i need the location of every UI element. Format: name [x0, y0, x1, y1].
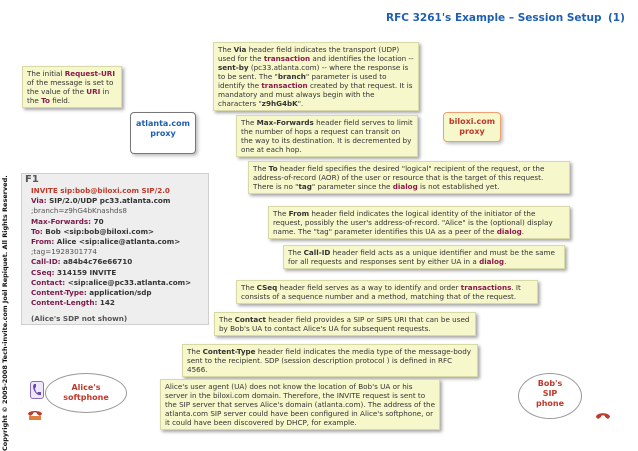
telephone-handset-icon	[30, 381, 44, 399]
header-line	[31, 217, 191, 227]
note-text: " parameter is used to identify the	[218, 72, 387, 90]
note-keyword: dialog	[392, 182, 418, 191]
note-text: (pc33.atlanta.com) -- where the response is to be sent. The "	[218, 63, 409, 81]
header-line	[31, 227, 191, 237]
header-name: From:	[31, 236, 55, 246]
header-line	[31, 206, 191, 216]
header-value: 314159 INVITE	[54, 267, 117, 277]
header-line	[31, 247, 191, 257]
note-text: header field serves to limit the number of hops a request can transit on the way to its destination. It is decremented by one at each hop.	[241, 118, 413, 154]
atlanta-proxy-line-2: proxy	[150, 129, 176, 138]
header-name: Call-ID:	[31, 257, 61, 267]
note-text: .	[521, 227, 525, 236]
note-keyword: To	[41, 96, 50, 105]
header-name: Content-Type:	[31, 287, 87, 297]
call-id-note	[283, 245, 565, 269]
contact-note	[214, 312, 476, 336]
note-keyword: transaction	[263, 54, 311, 63]
header-value: 70	[91, 216, 104, 226]
message-label: F1	[25, 174, 39, 185]
header-value: Alice <sip:alice@atlanta.com>	[54, 236, 181, 246]
header-value: ;tag=1928301774	[31, 247, 97, 257]
note-field-name: tag	[298, 182, 312, 191]
note-text: header field indicates the media type of the message-body sent to the recipient. SDP (session description protocol ) is defined in RFC 4566.	[187, 347, 472, 374]
biloxi-proxy-line-1: biloxi.com	[448, 117, 496, 126]
note-text: header field serves as a way to identify and order	[277, 283, 461, 292]
note-text: header field indicates the logical identity of the initiator of the request, possibly the user's address-of-record. "Alice" is the (optional) display name. The "tag" parameter identifies this UA as a peer of the	[273, 209, 553, 236]
ringing-phone-icon	[26, 408, 44, 422]
note-field-name: branch	[277, 72, 306, 81]
bob-phone-line-1: Bob's	[537, 379, 563, 388]
sip-message	[31, 186, 191, 324]
via-note	[213, 42, 419, 111]
note-text: of the message is set to the value of the	[27, 78, 114, 96]
note-keyword: transactions	[460, 283, 512, 292]
note-text: ".	[297, 99, 304, 108]
note-text: The	[273, 209, 289, 218]
note-text: The	[241, 118, 257, 127]
note-text: header field indicates the transport (UDP) used for the	[218, 45, 400, 63]
header-name: Content-Length:	[31, 298, 98, 308]
atlanta-proxy[interactable]	[130, 112, 196, 154]
note-keyword: transaction	[261, 81, 308, 90]
note-keyword: dialog	[479, 257, 505, 266]
note-text: field.	[49, 96, 71, 105]
note-text: in the	[27, 87, 110, 105]
slide-title: RFC 3261's Example – Session Setup	[386, 12, 602, 24]
note-field-name: Call-ID	[303, 248, 331, 257]
header-value: SIP/2.0/UDP pc33.atlanta.com	[46, 196, 171, 206]
note-field-name: CSeq	[256, 283, 278, 292]
biloxi-proxy[interactable]	[443, 112, 501, 142]
note-text: header field provides a SIP or SIPS URI that can be used by Bob's UA to contact Alice's UA for subsequent requests.	[219, 315, 470, 333]
atlanta-proxy-line-1: atlanta.com	[136, 119, 190, 128]
header-name: Max-Forwards:	[31, 216, 92, 226]
bob-phone-line-3: phone	[535, 399, 565, 408]
page-number: (1)	[608, 12, 625, 24]
request-uri-note	[22, 66, 122, 108]
note-text: The	[218, 45, 234, 54]
note-keyword: Request-URI	[64, 69, 115, 78]
header-lines	[31, 196, 191, 308]
note-text: is not established yet.	[417, 182, 500, 191]
max-forwards-note	[236, 115, 418, 157]
header-line	[31, 196, 191, 206]
telephone-handset-icon	[594, 408, 612, 422]
header-value: ;branch=z9hG4bKnashds8	[31, 206, 127, 216]
note-text: header field acts as a unique identifier and must be the same for all requests and responses sent by either UA in a	[288, 248, 555, 266]
note-text: The	[288, 248, 304, 257]
header-line	[31, 257, 191, 267]
header-line	[31, 268, 191, 278]
start-line: INVITE sip:bob@biloxi.com SIP/2.0	[31, 186, 170, 195]
header-value: <sip:alice@pc33.atlanta.com>	[65, 277, 192, 287]
alice-softphone-line-1: Alice's	[71, 383, 101, 392]
header-name: CSeq:	[31, 267, 55, 277]
note-field-name: Max-Forwards	[256, 118, 314, 127]
header-value: 142	[97, 298, 115, 308]
header-name: Contact:	[31, 277, 66, 287]
note-text: Alice's user agent (UA) does not know the location of Bob's UA or his server in the biloxi.com domain. Therefore, the INVITE request is sent to the SIP server that serves Alice's domain (atlanta.com). The address of the atlanta.com SIP server could have been configured in Alice's softphone, or it could have been discovered by DHCP, for example.	[165, 382, 436, 427]
header-line	[31, 288, 191, 298]
note-keyword: dialog	[496, 227, 522, 236]
note-text: header field specifies the desired "logical" recipient of the request, or the address-of-record (AOR) of the user or resource that is the target of this request. There is no "	[253, 164, 545, 191]
content-type-note	[182, 344, 478, 377]
header-line	[31, 278, 191, 288]
note-text: " parameter since the	[311, 182, 393, 191]
bob-sip-phone[interactable]	[518, 373, 582, 419]
note-field-name: From	[288, 209, 310, 218]
biloxi-proxy-line-2: proxy	[459, 127, 485, 136]
note-text: The	[241, 283, 257, 292]
sdp-note: (Alice's SDP not shown)	[31, 314, 128, 324]
cseq-note	[236, 280, 538, 304]
note-field-name: Via	[233, 45, 247, 54]
alice-softphone-line-2: softphone	[63, 393, 109, 402]
copyright-notice: Copyright © 2005-2008 Tech-invite.com Joël Repiquet. All Rights Reserved.	[1, 175, 9, 451]
note-field-name: z9hG4bK	[261, 99, 298, 108]
note-text: . It consists of a sequence number and a method, matching that of the request.	[241, 283, 521, 301]
note-text: The	[219, 315, 235, 324]
note-text: created by that request. It is mandatory and must always begin with the characters "	[218, 81, 413, 108]
from-note	[268, 206, 570, 239]
note-field-name: Contact	[234, 315, 266, 324]
note-text: and identifies the location --	[310, 54, 414, 63]
header-value: Bob <sip:bob@biloxi.com>	[42, 226, 155, 236]
note-text: The initial	[27, 69, 65, 78]
header-name: Via:	[31, 196, 47, 206]
header-line	[31, 298, 191, 308]
header-line	[31, 237, 191, 247]
bob-phone-line-2: SIP	[542, 389, 558, 398]
note-field-name: Content-Type	[202, 347, 256, 356]
header-name: To:	[31, 226, 43, 236]
note-keyword: URI	[86, 87, 101, 96]
note-text: The	[187, 347, 203, 356]
note-text: The	[253, 164, 269, 173]
note-field-name: sent-by	[218, 63, 249, 72]
to-note	[248, 161, 570, 194]
note-field-name: To	[268, 164, 278, 173]
alice-ua-note	[160, 379, 440, 430]
header-value: application/sdp	[86, 287, 152, 297]
note-text: .	[504, 257, 507, 266]
alice-softphone[interactable]	[45, 373, 127, 413]
header-value: a84b4c76e66710	[60, 257, 133, 267]
